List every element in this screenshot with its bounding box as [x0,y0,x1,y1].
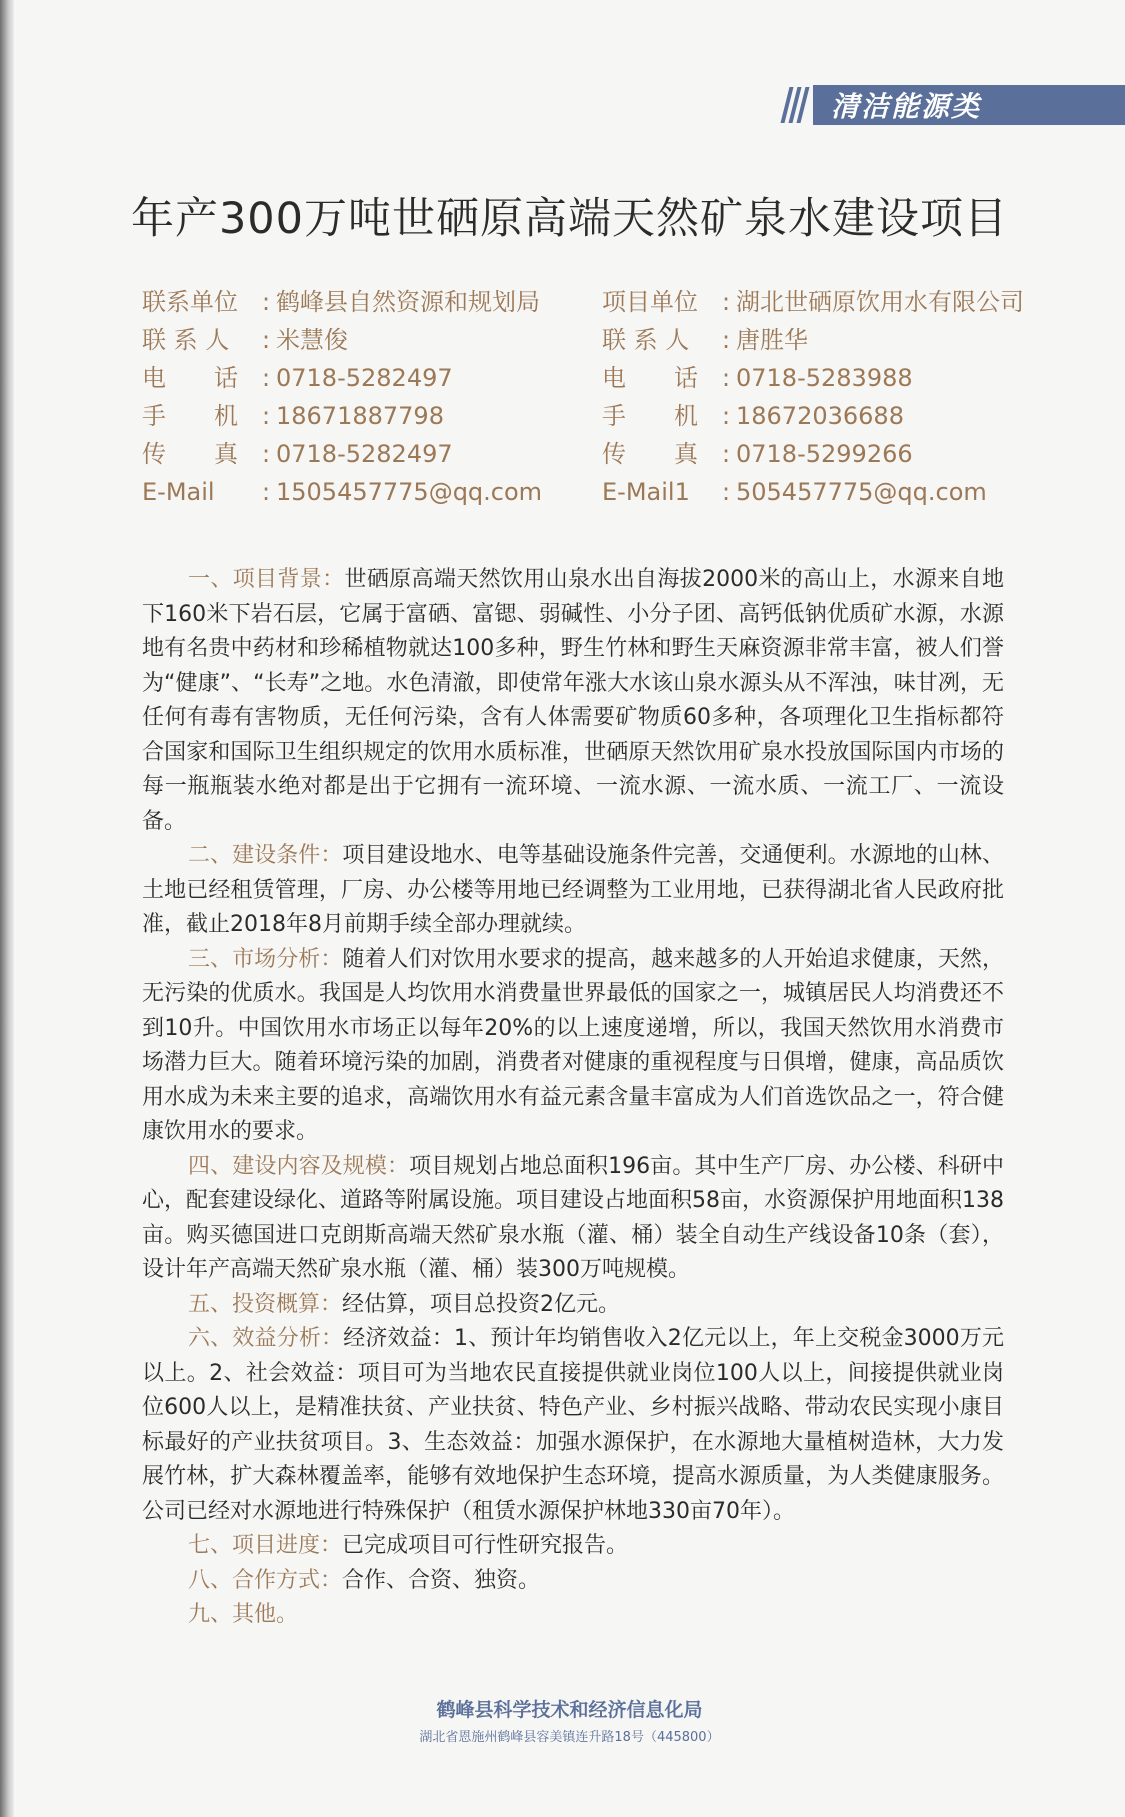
contact-value: 鹤峰县自然资源和规划局 [276,288,540,316]
section-text: 经济效益：1、预计年均销售收入2亿元以上，年上交税金3000万元以上。2、社会效益：项目可为当地农民直接提供就业岗位100人以上，间接提供就业岗位600人以上，是精准扶贫、产业扶贫、特色产业、乡村振兴战略、带动农民实现小康目标最好的产业扶贫项目。3、生态效益：加强水源保护，在水源地大量植树造林，大力发展竹林，扩大森林覆盖率，能够有效地保护生态环境，提高水源质量，为人类健康服务。公司已经对水源地进行特殊保护（租赁水源保护林地330亩70年）。 [142,1326,1004,1524]
project-description [142,563,1004,1633]
section-investment [142,1288,1004,1323]
contact-value: 唐胜华 [736,326,808,354]
contact-label: E-Mail1 [602,478,690,506]
contact-value: 18671887798 [276,402,444,430]
section-heading: 九、其他。 [188,1602,299,1627]
section-market [142,943,1004,1150]
footer-organization: 鹤峰县科学技术和经济信息化局 [436,1699,703,1721]
contact-value: 18672036688 [736,402,904,430]
section-heading: 六、效益分析： [188,1326,344,1351]
contact-column-left [142,283,582,511]
contact-label: 项目单位 [602,288,698,316]
section-text: 世硒原高端天然饮用山泉水出自海拔2000米的高山上，水源来自地下160米下岩石层，它属于富硒、富锶、弱碱性、小分子团、高钙低钠优质矿水源，水源地有名贵中药材和珍稀植物就达100多种，野生竹林和野生天麻资源非常丰富，被人们誉为“健康”、“长寿”之地。水色清澈，即使常年涨大水该山泉水源头从不浑浊，味甘冽，无任何有毒有害物质，无任何污染，含有人体需要矿物质60多种，各项理化卫生指标都符合国家和国际卫生组织规定的饮用水质标准，世硒原天然饮用矿泉水投放国际国内市场的每一瓶瓶装水绝对都是出于它拥有一流环境、一流水源、一流水质、一流工厂、一流设备。 [142,567,1004,834]
contact-row-mobile: 手 机 : 18671887798 [142,397,582,435]
section-heading: 三、市场分析： [188,946,343,972]
section-background [142,563,1004,839]
contact-row-fax: 传 真 : 0718-5282497 [142,435,582,473]
section-text: 合作、合资、独资。 [342,1567,541,1593]
contact-value: 0718-5283988 [736,364,913,392]
contact-value: 湖北世硒原饮用水有限公司 [736,288,1024,316]
contact-label: 手 机 [142,402,238,430]
contact-value: 0718-5299266 [736,440,913,468]
section-heading: 五、投资概算： [188,1291,343,1317]
section-conditions [142,839,1004,943]
section-other [142,1598,1004,1633]
contact-label: 联系单位 [142,288,238,316]
contact-label: E-Mail [142,478,215,506]
footer-address: 湖北省恩施州鹤峰县容美镇连升路18号（445800） [419,1730,720,1745]
contact-row-person: 联 系 人 : 唐胜华 [602,321,1042,359]
section-heading: 七、项目进度： [188,1533,343,1558]
contact-row-email: E-Mail1 : 505457775@qq.com [602,473,1042,511]
contact-value: 505457775@qq.com [736,478,987,506]
section-text: 随着人们对饮用水要求的提高，越来越多的人开始追求健康，天然，无污染的优质水。我国是人均饮用水消费量世界最低的国家之一，城镇居民人均消费还不到10升。中国饮用水市场正以每年20%的以上速度递增，所以，我国天然饮用水消费市场潜力巨大。随着环境污染的加剧，消费者对健康的重视程度与日俱增，健康，高品质饮用水成为未来主要的追求，高端饮用水有益元素含量丰富成为人们首选饮品之一，符合健康饮用水的要求。 [142,946,1004,1144]
section-heading: 四、建设内容及规模： [188,1153,410,1179]
contact-value: 0718-5282497 [276,440,453,468]
contact-row-fax: 传 真 : 0718-5299266 [602,435,1042,473]
contact-row-unit: 项目单位 : 湖北世硒原饮用水有限公司 [602,283,1042,321]
page-binding-shadow [0,0,14,1817]
contact-info [142,283,1042,511]
contact-label: 传 真 [602,440,698,468]
contact-label: 电 话 [142,364,238,392]
category-tag [785,85,1125,125]
contact-row-phone: 电 话 : 0718-5282497 [142,359,582,397]
page-title: 年产300万吨世硒原高端天然矿泉水建设项目 [130,194,1009,244]
section-text: 项目规划占地总面积196亩。其中生产厂房、办公楼、科研中心，配套建设绿化、道路等附属设施。项目建设占地面积58亩，水资源保护用地面积138亩。购买德国进口克朗斯高端天然矿泉水瓶（灌、桶）装全自动生产线设备10条（套），设计年产高端天然矿泉水瓶（灌、桶）装300万吨规模。 [142,1153,1004,1282]
section-text: 已完成项目可行性研究报告。 [342,1533,629,1558]
section-scale [142,1150,1004,1288]
contact-label: 联 系 人 [602,326,690,354]
contact-row-person: 联 系 人 : 米慧俊 [142,321,582,359]
contact-label: 手 机 [602,402,698,430]
document-page [14,0,1125,1817]
category-tag-label: 清洁能源类 [813,85,1125,125]
contact-column-right [602,283,1042,511]
section-progress [142,1529,1004,1564]
section-benefits [142,1322,1004,1529]
section-heading: 二、建设条件： [188,843,343,868]
contact-label: 联 系 人 [142,326,230,354]
page-footer [14,1695,1125,1745]
section-text: 经估算，项目总投资2亿元。 [342,1291,621,1317]
section-text: 项目建设地水、电等基础设施条件完善，交通便利。水源地的山林、土地已经租赁管理，厂房、办公楼等用地已经调整为工业用地，已获得湖北省人民政府批准，截止2018年8月前期手续全部办理就续。 [142,843,1004,937]
tag-stripes-decoration [785,87,805,123]
contact-label: 电 话 [602,364,698,392]
contact-label: 传 真 [142,440,238,468]
contact-value: 米慧俊 [276,326,348,354]
section-cooperation [142,1564,1004,1599]
section-heading: 八、合作方式： [188,1567,343,1593]
contact-row-mobile: 手 机 : 18672036688 [602,397,1042,435]
contact-row-phone: 电 话 : 0718-5283988 [602,359,1042,397]
contact-value: 1505457775@qq.com [276,478,543,506]
contact-value: 0718-5282497 [276,364,453,392]
section-heading: 一、项目背景： [188,567,345,592]
contact-row-email: E-Mail : 1505457775@qq.com [142,473,582,511]
contact-row-unit: 联系单位 : 鹤峰县自然资源和规划局 [142,283,582,321]
